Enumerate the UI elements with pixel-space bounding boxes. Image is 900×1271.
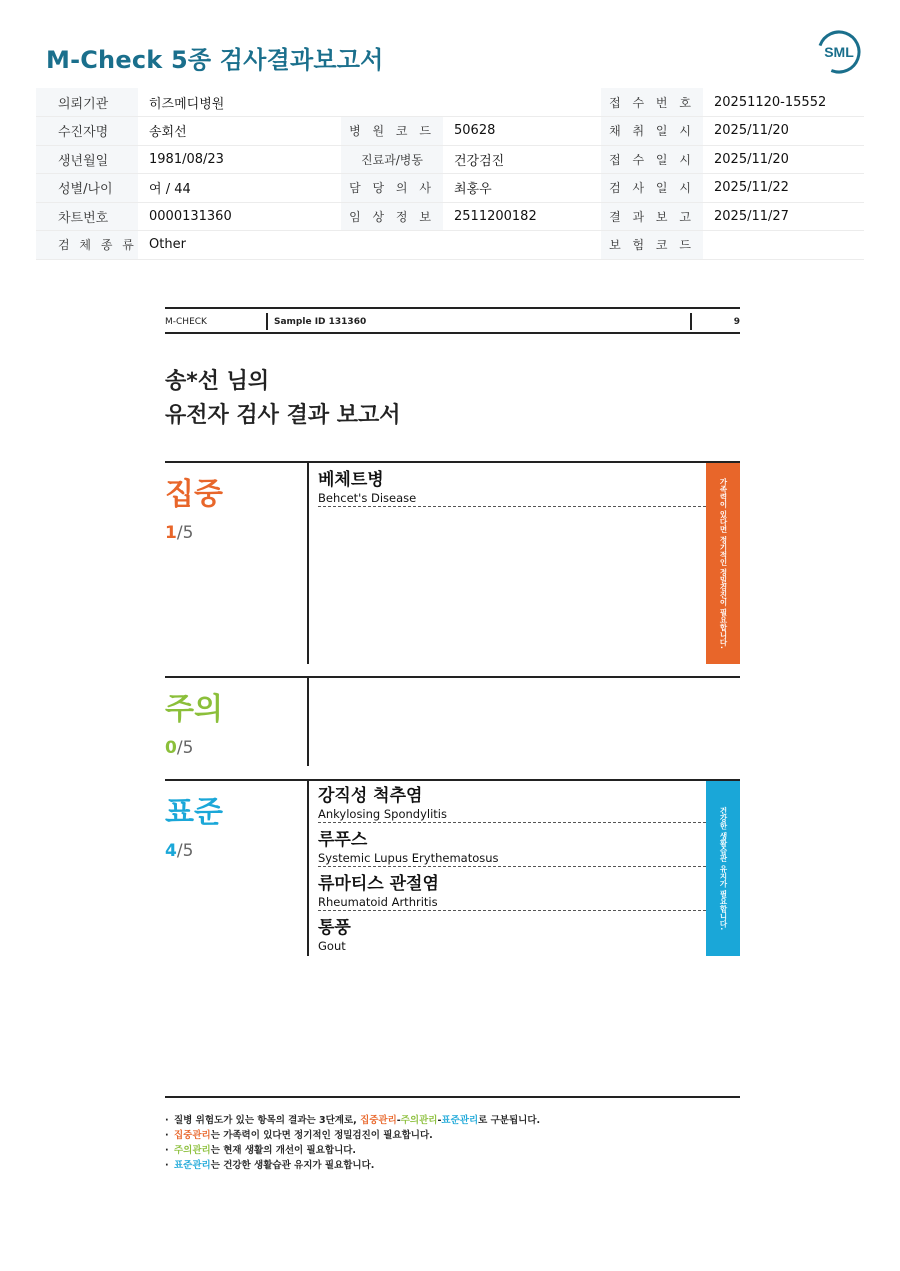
value-department: 건강검진 [443,145,601,174]
group-divider [307,781,309,956]
group-caution-count [165,738,193,758]
value-clinical-info: 2511200182 [443,202,601,231]
value-birth-date: 1981/08/23 [138,145,341,174]
info-row [36,117,864,146]
value-sex-age: 여 / 44 [138,174,341,203]
greeting-line-1: 송*선 님의 [165,369,270,394]
value-receipt-number: 20251120-15552 [703,88,864,117]
group-standard [165,779,740,956]
note-caution-label: 주의관리 [174,1145,211,1156]
standard-count-number: 4 [165,841,177,861]
label-sex-age: 성별/나이 [36,174,138,203]
report-header [165,307,740,334]
disease-item [318,873,706,911]
label-collection-date: 채 취 일 시 [601,117,703,146]
focus-count-number: 1 [165,523,177,543]
note-text: 는 가족력이 있다면 정기적인 정밀검진이 필요합니다. [210,1130,433,1141]
info-row [36,88,864,117]
value-doctor: 최홍우 [443,174,601,203]
disease-name-en: Rheumatoid Arthritis [318,895,438,909]
label-birth-date: 생년월일 [36,145,138,174]
disease-name-ko: 베체트병 [318,470,384,490]
note-separator: - [437,1115,442,1126]
standard-count-total: /5 [176,841,194,861]
footer-divider [165,1096,740,1098]
disease-name-ko: 통풍 [318,918,351,938]
disease-name-ko: 루푸스 [318,830,368,850]
report-brand: M-CHECK [165,317,207,327]
disease-name-en: Systemic Lupus Erythematosus [318,851,499,865]
disease-name-ko: 강직성 척추염 [318,786,423,806]
label-specimen-type: 검 체 종 류 [36,231,138,260]
note-text: 로 구분됩니다. [478,1115,541,1126]
group-focus [165,461,740,664]
note-separator: - [396,1115,401,1126]
disease-name-en: Behcet's Disease [318,491,417,505]
note-standard-label: 표준관리 [441,1115,479,1126]
info-row [36,202,864,231]
note-standard-label: 표준관리 [174,1160,211,1171]
label-clinical-info: 임 상 정 보 [341,202,443,231]
group-caution-title: 주의 [165,692,223,727]
value-test-date: 2025/11/22 [703,174,864,203]
disease-item [318,785,706,823]
focus-count-total: /5 [176,523,194,543]
disease-item [318,829,706,867]
focus-side-note: 가족력이 있다면 정기적인 정밀검진이 필요합니다. [706,463,740,664]
footnote-item: · 질병 위험도가 있는 항목의 결과는 3단계로, 집중관리-주의관리-표준관리로 구분됩니다. [165,1115,541,1126]
note-caution-label: 주의관리 [400,1115,438,1126]
label-referring-hospital: 의뢰기관 [36,88,138,117]
info-row [36,231,864,260]
value-patient-name: 송회선 [138,117,341,146]
label-receipt-date: 접 수 일 시 [601,145,703,174]
group-standard-count [165,841,193,861]
disease-item [318,469,706,507]
footnote-item: · 표준관리는 건강한 생활습관 유지가 필요합니다. [165,1160,375,1171]
group-divider [307,678,309,766]
note-text: 는 현재 생활의 개선이 필요합니다. [210,1145,357,1156]
label-report-date: 결 과 보 고 [601,202,703,231]
caution-count-total: /5 [176,738,194,758]
greeting-line-2: 유전자 검사 결과 보고서 [165,403,401,428]
report-greeting [165,365,401,433]
disease-item [318,917,706,954]
label-receipt-number: 접 수 번 호 [601,88,703,117]
value-referring-hospital: 히즈메디병원 [138,88,601,117]
logo-text: SML [824,44,854,60]
disease-name-en: Ankylosing Spondylitis [318,807,447,821]
standard-side-note: 건강한 생활습관 유지가 필요합니다. [706,781,740,956]
patient-info-table [36,88,864,260]
note-focus-label: 집중관리 [360,1115,397,1126]
value-collection-date: 2025/11/20 [703,117,864,146]
group-focus-title: 집중 [165,477,223,512]
label-chart-number: 차트번호 [36,202,138,231]
value-hospital-code: 50628 [443,117,601,146]
value-chart-number: 0000131360 [138,202,341,231]
page-number: 9 [733,317,740,327]
footnote-item: · 집중관리는 가족력이 있다면 정기적인 정밀검진이 필요합니다. [165,1130,433,1141]
footnote-item: · 주의관리는 현재 생활의 개선이 필요합니다. [165,1145,357,1156]
note-text: 질병 위험도가 있는 항목의 결과는 3단계로, [174,1115,361,1126]
disease-name-en: Gout [318,939,346,953]
sample-id: Sample ID 131360 [274,317,367,327]
info-row [36,174,864,203]
caution-count-number: 0 [165,738,177,758]
value-receipt-date: 2025/11/20 [703,145,864,174]
label-doctor: 담 당 의 사 [341,174,443,203]
sml-logo [817,30,861,74]
label-department: 진료과/병동 [341,145,443,174]
group-standard-title: 표준 [165,795,223,830]
note-focus-label: 집중관리 [174,1130,211,1141]
label-test-date: 검 사 일 시 [601,174,703,203]
value-insurance-code [703,231,864,260]
disease-name-ko: 류마티스 관절염 [318,874,439,894]
footnotes [165,1113,540,1173]
info-row [36,145,864,174]
label-insurance-code: 보 험 코 드 [601,231,703,260]
group-focus-count [165,523,193,543]
label-patient-name: 수진자명 [36,117,138,146]
label-hospital-code: 병 원 코 드 [341,117,443,146]
document-title: M-Check 5종 검사결과보고서 [46,46,384,74]
note-text: 는 건강한 생활습관 유지가 필요합니다. [210,1160,375,1171]
group-divider [307,463,309,664]
value-report-date: 2025/11/27 [703,202,864,231]
value-specimen-type: Other [138,231,601,260]
header-divider [266,313,268,330]
group-caution [165,676,740,766]
header-divider [690,313,692,330]
